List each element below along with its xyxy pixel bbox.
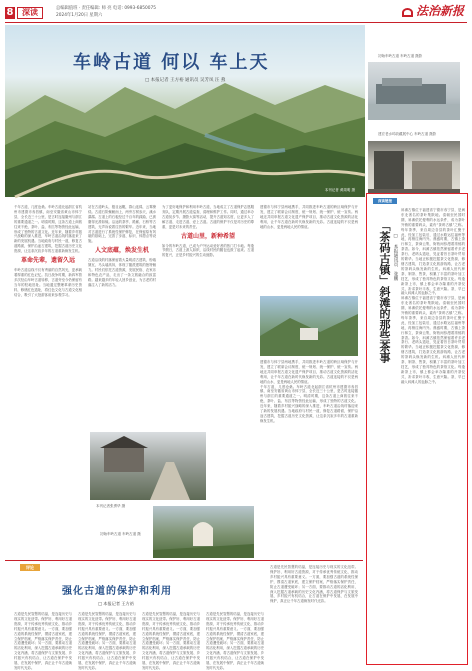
subhead-3: 古道山里，新种希望 <box>180 232 235 240</box>
page-header <box>0 0 472 22</box>
column-4b-text: 建德市与休宁县两地携手，共同推进车岭古道的跨区域保护与开发，建立了联席会议制度，统一规划、统一保护、统一宣传。两地还共同申报古道文化遗产保护项目，推动古道文化资源的活化利用，让千年古道在新时代焕发新的光彩。古道连接的不仅是两地的山水，更是两地人民的情谊。 <box>260 360 358 384</box>
commentary-col-4 <box>206 612 264 670</box>
commentary-text-5: 古道是先民智慧的结晶，是连接历史与现实的文化纽带。保护好、利用好古道资源，对于传承优秀传统文化、推动乡村振兴具有重要意义。一方面，要加强古道的系统性保护，摸清古道家底，建立保护档案，严格落实保护责任，防止古道遭受破坏；另一方面，要推动古道的活化利用，深入挖掘古道承载的历史文化内涵，将古道保护与文旅发展、乡村振兴有机结合，让古道在保护中发展、在发展中保护，真正让千年古道焕发时代光彩。 <box>270 565 358 604</box>
village-photo <box>260 296 358 356</box>
pavilion-photo <box>153 506 254 558</box>
article-column-4 <box>260 205 358 293</box>
photo-caption-a: 初始车岭古道 车岭古道 摄影 <box>378 54 423 58</box>
section-label: 深读 <box>17 7 43 19</box>
page-number: 8 <box>6 7 14 18</box>
article-column-4b <box>260 360 358 555</box>
feature-title: 「茶码古镇」斜滩的那些茶事 <box>378 220 391 363</box>
column-3-text: 为了更好地保护和利用车岭古道，当地成立了古道保护志愿服务队，定期开展古道巡查、清理和维护工作。同时，通过举办古道徒步节、摄影大赛等活动，提升古道知名度，让更多人了解古道、走进古道、爱上古道。古道的保护不仅是对历史的尊重，更是对未来的责任。 <box>162 205 254 229</box>
column-1-text-2: 车岭古道沿线不仅有秀丽的自然风光，更承载着厚重的红色记忆。抗日战争时期，新四军曾多次经由车岭古道转移，古道旁至今仍保留有当年的驻地旧址。当地通过整理革命历史资料，修缮红色遗址，将红色文化与古道文化相结合，吸引了大批游客前来参观学习。 <box>14 268 82 297</box>
mid-caption-2: 初始车岭古道 车岭古道 摄 <box>100 532 141 536</box>
column-4b-text-2: 千年古道，几度沧桑。车岭古道北起浙江省杭州市建德市寿昌镇，南至安徽省黄山市休宁县，全长近三十公里，是古时连接徽州与浙江的重要通道之一。明清时期，这条古道上商旅往来不绝，茶叶、盐、布匹等物资经此运输，形成了独特的古道文化。近年来，随着乡村振兴战略的深入推进，车岭古道沿线村落迎来了新的发展机遇。当地政府与村民一道，修复古道路面，保护沿途古建筑，挖掘古道历史文化资源，让这条沉寂多年的古道重新焕发生机。 <box>260 384 358 423</box>
commentary-col-1 <box>14 612 72 670</box>
feature-text-2: 斜滩古镇位于福建省宁德市寿宁县，是闽东北著名的茶叶集散地。清朝至民国时期，斜滩依托便利的水运条件，成为茶叶外销的重要码头，素有“茶码古镇”之称。每年茶季，来自周边各县的茶叶汇聚于此，经加工包装后，通过水路运往福州等地，再销往海内外。鼎盛时期，古镇上茶行林立，茶商云集，街巷间弥漫着浓郁的茶香。如今，斜滩古镇依然保留着许多老茶行、老码头遗址，见证着昔日茶叶贸易的繁华。当地正积极挖掘茶文化资源，修缮古建筑，打造茶文化旅游线路，让古老的茶码头焕发新的生机。斜滩人世代种茶、制茶、售茶，积累了丰富的茶叶加工技艺，形成了独具特色的茶俗文化。每逢新茶上市，镇上都会举办隆重的开茶仪式，祈求茶叶丰收、生意兴隆。茶，早已融入斜滩人的血脉之中。 <box>401 296 465 384</box>
article-column-3 <box>162 205 254 430</box>
subhead-2: 人文底蕴，焕发生机 <box>94 247 149 255</box>
commentary-col-5 <box>270 565 358 664</box>
newspaper-logo <box>402 2 466 20</box>
column-2-text: 站在古道岭头，极目远眺，群山连绵，云雾缭绕。古道石阶蜿蜒而上，两旁古树参天，溪水潺潺。古道上的石板经过千百年的踩踏，已被磨得光滑如镜。沿途的茶亭、路廊、石桥等古建筑，无声诉说着往昔的繁华。近年来，当地对古道进行了系统性保护修复，在保留原有风貌的基础上，完善了步道、标识、休憩点等设施。 <box>88 205 156 244</box>
photo-caption-b: 建宏老水坞收藏展中心 车岭古道 摄影 <box>378 132 437 136</box>
historical-photo-b <box>368 141 460 197</box>
feature-tag: 深读链接 <box>373 198 397 204</box>
feature-sidebar <box>366 193 468 665</box>
column-2-text-2: 古道沿线的村落保留着大量明清古建筑，粉墙黛瓦、马头墙高耸，体现了徽派建筑的独特魅力。村民们依托古道资源，发展民宿、农家乐和特色农产品，走出了一条文旅融合的致富路。越来越多的年轻人回乡创业，为古老的村落注入了新的活力。 <box>88 258 156 287</box>
commentary-text-2: 古道是先民智慧的结晶，是连接历史与现实的文化纽带。保护好、利用好古道资源，对于传承优秀传统文化、推动乡村振兴具有重要意义。一方面，要加强古道的系统性保护，摸清古道家底，建立保护档案，严格落实保护责任，防止古道遭受破坏；另一方面，要推动古道的活化利用，深入挖掘古道承载的历史文化内涵，将古道保护与文旅发展、乡村振兴有机结合，让古道在保护中发展、在发展中保护，真正让千年古道焕发时代光彩。 <box>78 612 136 670</box>
hero-title: 车岭古道 何以 车上天 <box>73 52 270 73</box>
feature-body <box>401 208 465 660</box>
article-column-1 <box>14 205 82 555</box>
commentary-tag: 评论 <box>20 564 40 571</box>
hero-image <box>5 25 365 197</box>
feature-text: 斜滩古镇位于福建省宁德市寿宁县，是闽东北著名的茶叶集散地。清朝至民国时期，斜滩依托便利的水运条件，成为茶叶外销的重要码头，素有“茶码古镇”之称。每年茶季，来自周边各县的茶叶汇聚于此，经加工包装后，通过水路运往福州等地，再销往海内外。鼎盛时期，古镇上茶行林立，茶商云集，街巷间弥漫着浓郁的茶香。如今，斜滩古镇依然保留着许多老茶行、老码头遗址，见证着昔日茶叶贸易的繁华。当地正积极挖掘茶文化资源，修缮古建筑，打造茶文化旅游线路，让古老的茶码头焕发新的生机。斜滩人世代种茶、制茶、售茶，积累了丰富的茶叶加工技艺，形成了独具特色的茶俗文化。每逢新茶上市，镇上都会举办隆重的开茶仪式，祈求茶叶丰收、生意兴隆。茶，早已融入斜滩人的血脉之中。 <box>401 208 465 296</box>
column-1-text: 千年古道，几度沧桑。车岭古道北起浙江省杭州市建德市寿昌镇，南至安徽省黄山市休宁县，全长近三十公里，是古时连接徽州与浙江的重要通道之一。明清时期，这条古道上商旅往来不绝，茶叶、盐、布匹等物资经此运输，形成了独特的古道文化。近年来，随着乡村振兴战略的深入推进，车岭古道沿线村落迎来了新的发展机遇。当地政府与村民一道，修复古道路面，保护沿途古建筑，挖掘古道历史文化资源，让这条沉寂多年的古道重新焕发生机。 <box>14 205 82 254</box>
logo-mark-icon <box>402 8 413 17</box>
commentary-col-2 <box>78 612 136 670</box>
header-meta-line2: 2024年1月20日 星期六 <box>56 13 103 18</box>
hero-byline: □ 本报记者 王方裕 通讯员 吴芳凤 汪 燕 <box>145 78 226 83</box>
commentary-author: □ 本报记者 王方裕 <box>98 601 134 606</box>
mid-caption-1: 本刊记者张勇华 摄 <box>96 504 126 508</box>
column-4-text: 建德市与休宁县两地携手，共同推进车岭古道的跨区域保护与开发，建立了联席会议制度，统一规划、统一保护、统一宣传。两地还共同申报古道文化遗产保护项目，推动古道文化资源的活化利用，让千年古道在新时代焕发新的光彩。古道连接的不仅是两地的山水，更是两地人民的情谊。 <box>260 205 358 229</box>
commentary-text-4: 古道是先民智慧的结晶，是连接历史与现实的文化纽带。保护好、利用好古道资源，对于传承优秀传统文化、推动乡村振兴具有重要意义。一方面，要加强古道的系统性保护，摸清古道家底，建立保护档案，严格落实保护责任，防止古道遭受破坏；另一方面，要推动古道的活化利用，深入挖掘古道承载的历史文化内涵，将古道保护与文旅发展、乡村振兴有机结合，让古道在保护中发展、在发展中保护，真正让千年古道焕发时代光彩。 <box>206 612 264 670</box>
article-column-2 <box>88 205 156 430</box>
header-rule <box>5 22 467 23</box>
subhead-1: 革命先辈，遗留久远 <box>20 257 75 265</box>
commentary-col-3 <box>142 612 200 670</box>
commentary-title: 强化古道的保护和利用 <box>62 586 172 597</box>
header-meta-line1: 总编辑值班 · 责任编辑: 师 亮 电话: 0993-6850075 <box>56 6 156 11</box>
logo-text: 法治新报 <box>416 4 465 18</box>
commentary-text-3: 古道是先民智慧的结晶，是连接历史与现实的文化纽带。保护好、利用好古道资源，对于传承优秀传统文化、推动乡村振兴具有重要意义。一方面，要加强古道的系统性保护，摸清古道家底，建立保护档案，严格落实保护责任，防止古道遭受破坏；另一方面，要推动古道的活化利用，深入挖掘古道承载的历史文化内涵，将古道保护与文旅发展、乡村振兴有机结合，让古道在保护中发展、在发展中保护，真正让千年古道焕发时代光彩。 <box>142 612 200 670</box>
commentary-text-1: 古道是先民智慧的结晶，是连接历史与现实的文化纽带。保护好、利用好古道资源，对于传承优秀传统文化、推动乡村振兴具有重要意义。一方面，要加强古道的系统性保护，摸清古道家底，建立保护档案，严格落实保护责任，防止古道遭受破坏；另一方面，要推动古道的活化利用，深入挖掘古道承载的历史文化内涵，将古道保护与文旅发展、乡村振兴有机结合，让古道在保护中发展、在发展中保护，真正让千年古道焕发时代光彩。 <box>14 612 72 670</box>
feature-author: □ 本报通讯员 张鹏 <box>393 234 398 281</box>
historical-photo-a <box>368 62 460 120</box>
hero-photo-credit: 本刊记者 黄周明 摄 <box>324 188 355 192</box>
mountain-landscape-illustration <box>5 25 365 197</box>
ancient-road-photo <box>90 432 206 500</box>
column-3-text-2: 如今的车岭古道，已成为户外运动爱好者的热门打卡地。每逢节假日，古道上游人如织，沿线村民的腰包也鼓了起来。古道的复兴，正是乡村振兴的生动缩影。 <box>162 243 254 258</box>
bottom-rule <box>5 560 363 561</box>
